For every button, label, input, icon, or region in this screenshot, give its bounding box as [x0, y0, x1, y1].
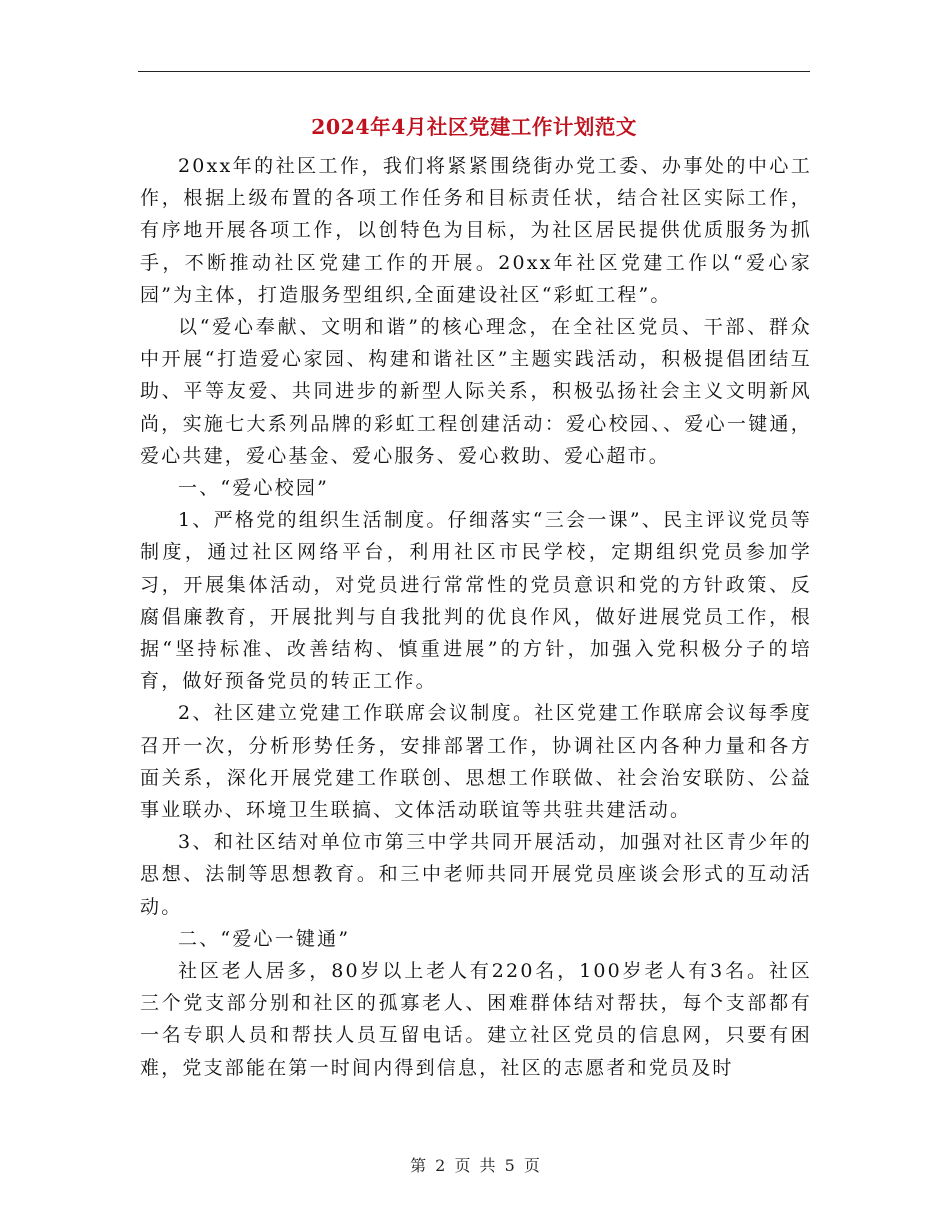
paragraph-intro: 20xx年的社区工作，我们将紧紧围绕街办党工委、办事处的中心工作，根据上级布置的各项工作任务和目标责任状，结合社区实际工作，有序地开展各项工作，以创特色为目标，为社区居民提供优质服务为抓手，不断推动社区党建工作的开展。20xx年社区党建工作以“爱心家园”为主体，打造服务型组织,全面建设社区“彩虹工程”。 [140, 155, 812, 306]
paragraph-item-1: 1、严格党的组织生活制度。仔细落实“三会一课”、民主评议党员等制度，通过社区网络平台，利用社区市民学校，定期组织党员参加学习，开展集体活动，对党员进行常常性的党员意识和党的方针政策、反腐倡廉教育，开展批判与自我批判的优良作风，做好进展党员工作，根据“坚持标准、改善结构、慎重进展”的方针，加强入党积极分子的培育，做好预备党员的转正工作。 [140, 509, 812, 693]
section-heading-one-key: 二、“爱心一键通” [178, 927, 351, 950]
document-title: 2024年4月社区党建工作计划范文 [311, 115, 637, 139]
paragraph-elderly: 社区老人居多，80岁以上老人有220名，100岁老人有3名。社区三个党支部分别和社区的孤寡老人、困难群体结对帮扶，每个支部都有一名专职人员和帮扶人员互留电话。建立社区党员的信息网，只要有困难，党支部能在第一时间内得到信息，社区的志愿者和党员及时 [140, 960, 812, 1079]
paragraph-core-concept: 以“爱心奉献、文明和谐”的核心理念，在全社区党员、干部、群众中开展“打造爱心家园、构建和谐社区”主题实践活动，积极提倡团结互助、平等友爱、共同进步的新型人际关系，积极弘扬社会主义文明新风尚，实施七大系列品牌的彩虹工程创建活动：爱心校园、、爱心一键通，爱心共建，爱心基金、爱心服务、爱心救助、爱心超市。 [140, 316, 812, 467]
document-body [140, 150, 812, 1084]
section-heading-love-campus: 一、“爱心校园” [178, 477, 330, 500]
header-rule [138, 71, 810, 72]
paragraph-item-3: 3、和社区结对单位市第三中学共同开展活动，加强对社区青少年的思想、法制等思想教育。和三中老师共同开展党员座谈会形式的互动活动。 [140, 831, 812, 918]
paragraph-item-2: 2、社区建立党建工作联席会议制度。社区党建工作联席会议每季度召开一次，分析形势任务，安排部署工作，协调社区内各种力量和各方面关系，深化开展党建工作联创、思想工作联做、社会治安联防、公益事业联办、环境卫生联搞、文体活动联谊等共驻共建活动。 [140, 702, 812, 822]
page-footer: 第 2 页 共 5 页 [410, 1156, 540, 1175]
